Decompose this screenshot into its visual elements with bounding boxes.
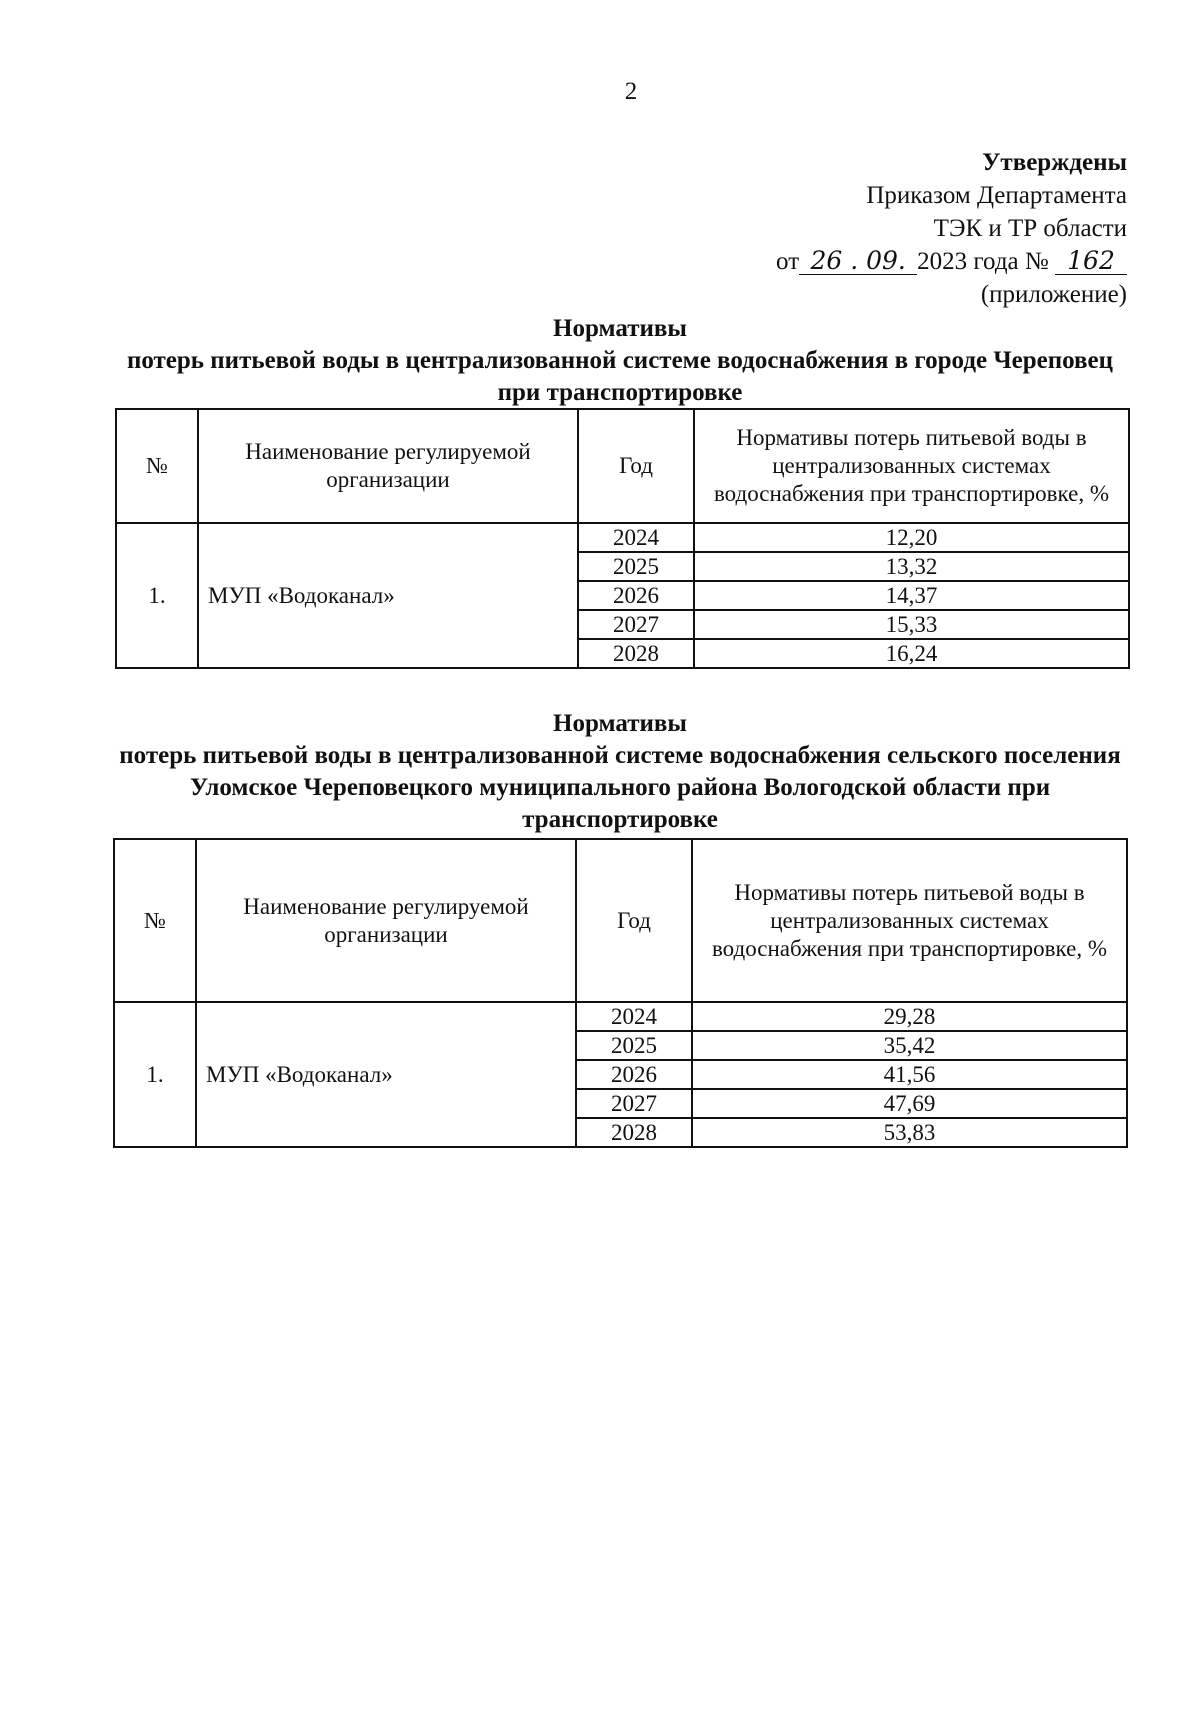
year-cell: 2026	[576, 1060, 692, 1089]
year-cell: 2027	[578, 610, 694, 639]
row-number: 1.	[116, 523, 198, 668]
handwritten-date: 26 . 09.	[799, 248, 917, 275]
organization-name: МУП «Водоканал»	[196, 1002, 576, 1147]
norm-value-cell: 12,20	[694, 523, 1129, 552]
approval-title: Утверждены	[982, 149, 1127, 176]
section-2-subheading: потерь питьевой воды в централизованной системе водоснабжения сельского поселения Уломское Череповецкого муниципального района Вологодской области при транспортировке	[119, 742, 1121, 833]
table-header-row	[116, 409, 1129, 523]
norm-value-cell: 29,28	[692, 1002, 1127, 1031]
column-header-norm: Нормативы потерь питьевой воды в централизованных системах водоснабжения при транспортировке, %	[692, 839, 1127, 1002]
approval-note: (приложение)	[980, 281, 1127, 308]
column-header-number: №	[116, 409, 198, 523]
column-header-norm: Нормативы потерь питьевой воды в централизованных системах водоснабжения при транспортировке, %	[694, 409, 1129, 523]
norm-value-cell: 35,42	[692, 1031, 1127, 1060]
row-number: 1.	[114, 1002, 196, 1147]
year-cell: 2026	[578, 581, 694, 610]
year-cell: 2028	[578, 639, 694, 668]
section-1-title	[110, 313, 1130, 409]
approval-block	[776, 146, 1127, 311]
norm-value-cell: 47,69	[692, 1089, 1127, 1118]
section-2-title	[110, 708, 1130, 836]
norm-value-cell: 15,33	[694, 610, 1129, 639]
year-cell: 2025	[578, 552, 694, 581]
norm-value-cell: 16,24	[694, 639, 1129, 668]
page-number: 2	[624, 78, 638, 105]
approval-date-line	[776, 245, 1127, 278]
approval-line-2: ТЭК и ТР области	[933, 215, 1127, 242]
norm-value-cell: 13,32	[694, 552, 1129, 581]
section-1-heading: Нормативы	[553, 315, 687, 342]
organization-name: МУП «Водоканал»	[198, 523, 578, 668]
handwritten-order-number: 162	[1055, 248, 1127, 275]
year-text: 2023 года №	[917, 248, 1049, 275]
column-header-organization: Наименование регулируемой организации	[196, 839, 576, 1002]
year-cell: 2024	[576, 1002, 692, 1031]
section-1-subheading: потерь питьевой воды в централизованной системе водоснабжения в городе Череповец при транспортировке	[126, 347, 1114, 406]
norms-table-1	[115, 408, 1130, 669]
column-header-year: Год	[578, 409, 694, 523]
year-cell: 2028	[576, 1118, 692, 1147]
approval-line-1: Приказом Департамента	[866, 182, 1127, 209]
year-cell: 2027	[576, 1089, 692, 1118]
column-header-year: Год	[576, 839, 692, 1002]
norm-value-cell: 41,56	[692, 1060, 1127, 1089]
table-header-row	[114, 839, 1127, 1002]
date-prefix: от	[776, 248, 800, 275]
year-cell: 2025	[576, 1031, 692, 1060]
year-cell: 2024	[578, 523, 694, 552]
column-header-organization: Наименование регулируемой организации	[198, 409, 578, 523]
table-row	[114, 1002, 1127, 1031]
column-header-number: №	[114, 839, 196, 1002]
section-2-heading: Нормативы	[553, 710, 687, 737]
norm-value-cell: 53,83	[692, 1118, 1127, 1147]
norms-table-2	[113, 838, 1128, 1148]
table-row	[116, 523, 1129, 552]
norm-value-cell: 14,37	[694, 581, 1129, 610]
